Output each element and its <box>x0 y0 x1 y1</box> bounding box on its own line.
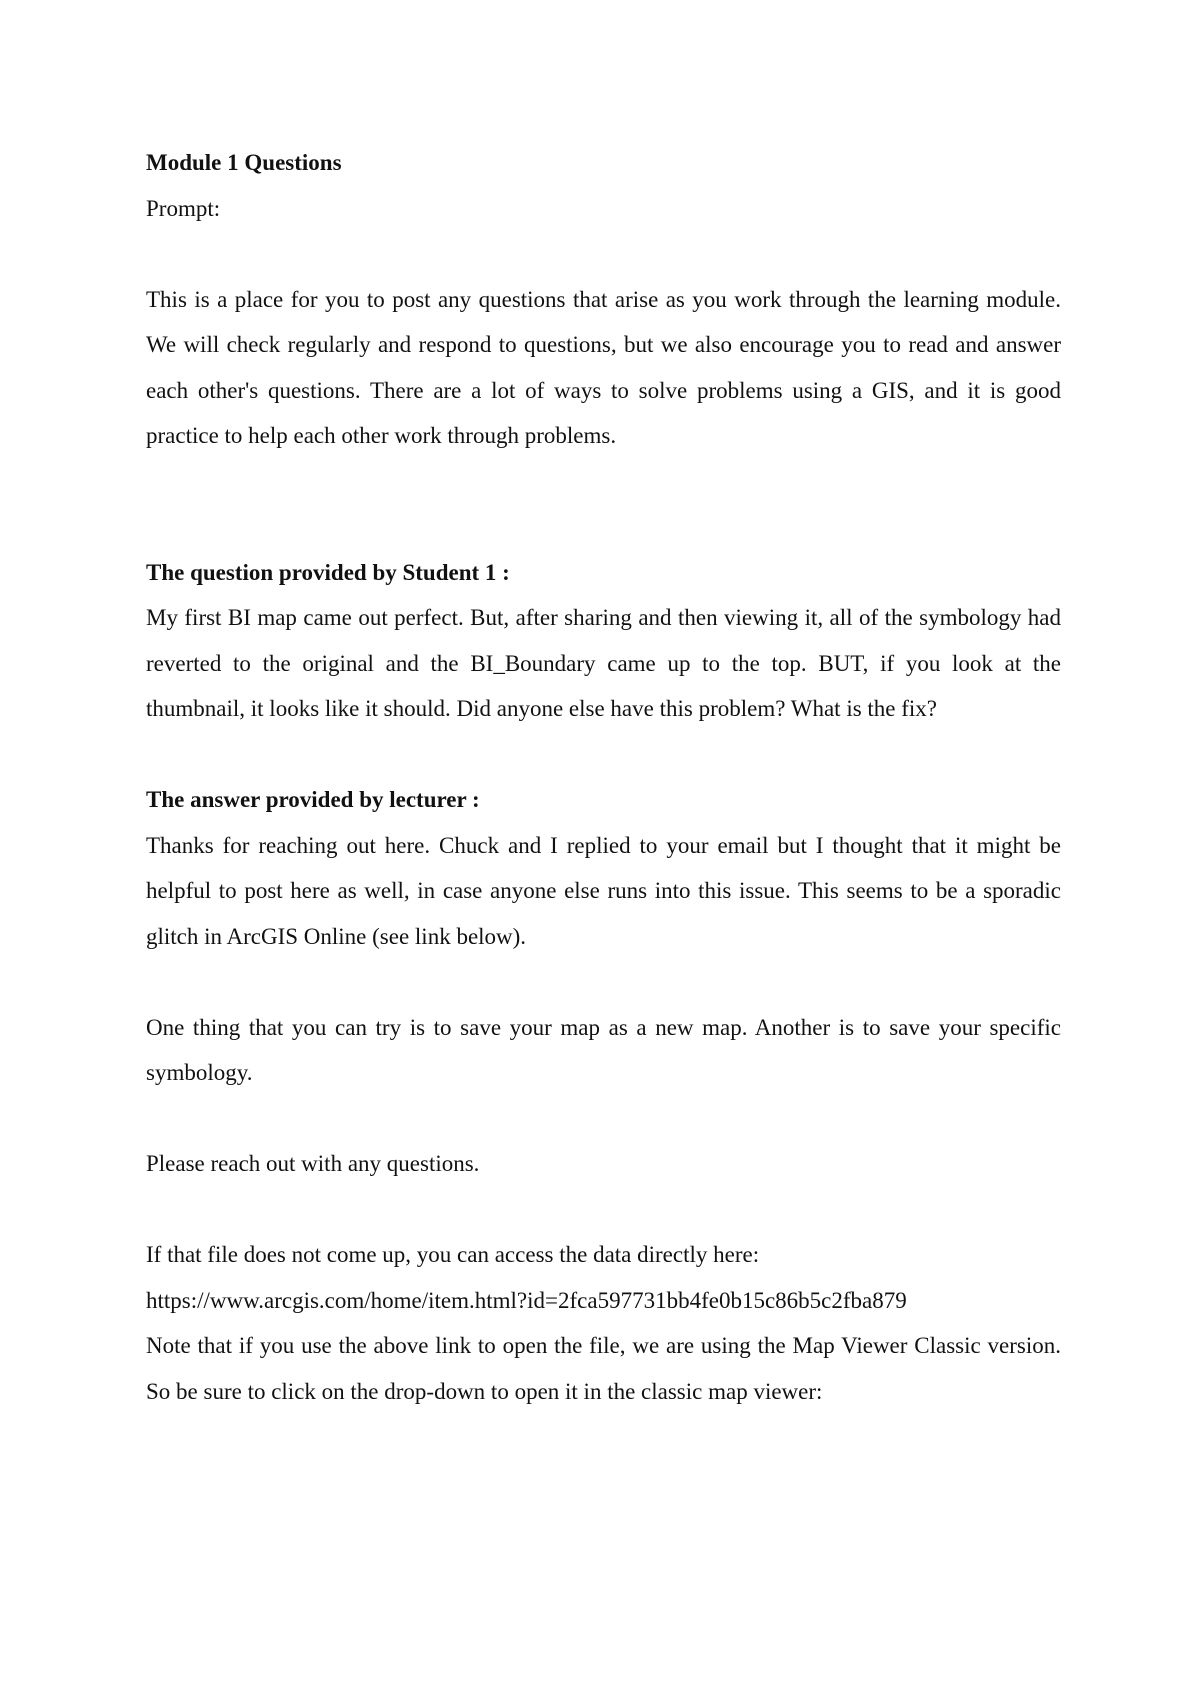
answer-heading: The answer provided by lecturer : <box>146 787 480 812</box>
document-title: Module 1 Questions <box>146 150 342 175</box>
answer-link[interactable]: https://www.arcgis.com/home/item.html?id=2fca597731bb4fe0b15c86b5c2fba879 <box>146 1287 907 1313</box>
answer-paragraph-1: Thanks for reaching out here. Chuck and I replied to your email but I thought that it might be helpful to post here as well, in case anyone else runs into this issue. This seems to be a sporadic glitch in ArcGIS Online (see link below). <box>146 832 1061 949</box>
prompt-text: This is a place for you to post any questions that arise as you work through the learning module. We will check regularly and respond to questions, but we also encourage you to read and answer each other's questions. There are a lot of ways to solve problems using a GIS, and it is good practice to help each other work through problems. <box>146 286 1061 448</box>
prompt-label: Prompt: <box>146 195 221 221</box>
document-page <box>146 140 1061 1414</box>
answer-paragraph-5: Note that if you use the above link to open the file, we are using the Map Viewer Classic version. So be sure to click on the drop-down to open it in the classic map viewer: <box>146 1333 1061 1404</box>
question-text: My first BI map came out perfect. But, after sharing and then viewing it, all of the symbology had reverted to the original and the BI_Boundary came up to the top. BUT, if you look at the thumbnail, it looks like it should. Did anyone else have this problem? What is the fix? <box>146 605 1061 721</box>
answer-paragraph-3: Please reach out with any questions. <box>146 1151 480 1176</box>
answer-paragraph-4: If that file does not come up, you can access the data directly here: <box>146 1242 760 1267</box>
question-heading: The question provided by Student 1 : <box>146 559 510 585</box>
answer-paragraph-2: One thing that you can try is to save your map as a new map. Another is to save your specific symbology. <box>146 1014 1061 1085</box>
